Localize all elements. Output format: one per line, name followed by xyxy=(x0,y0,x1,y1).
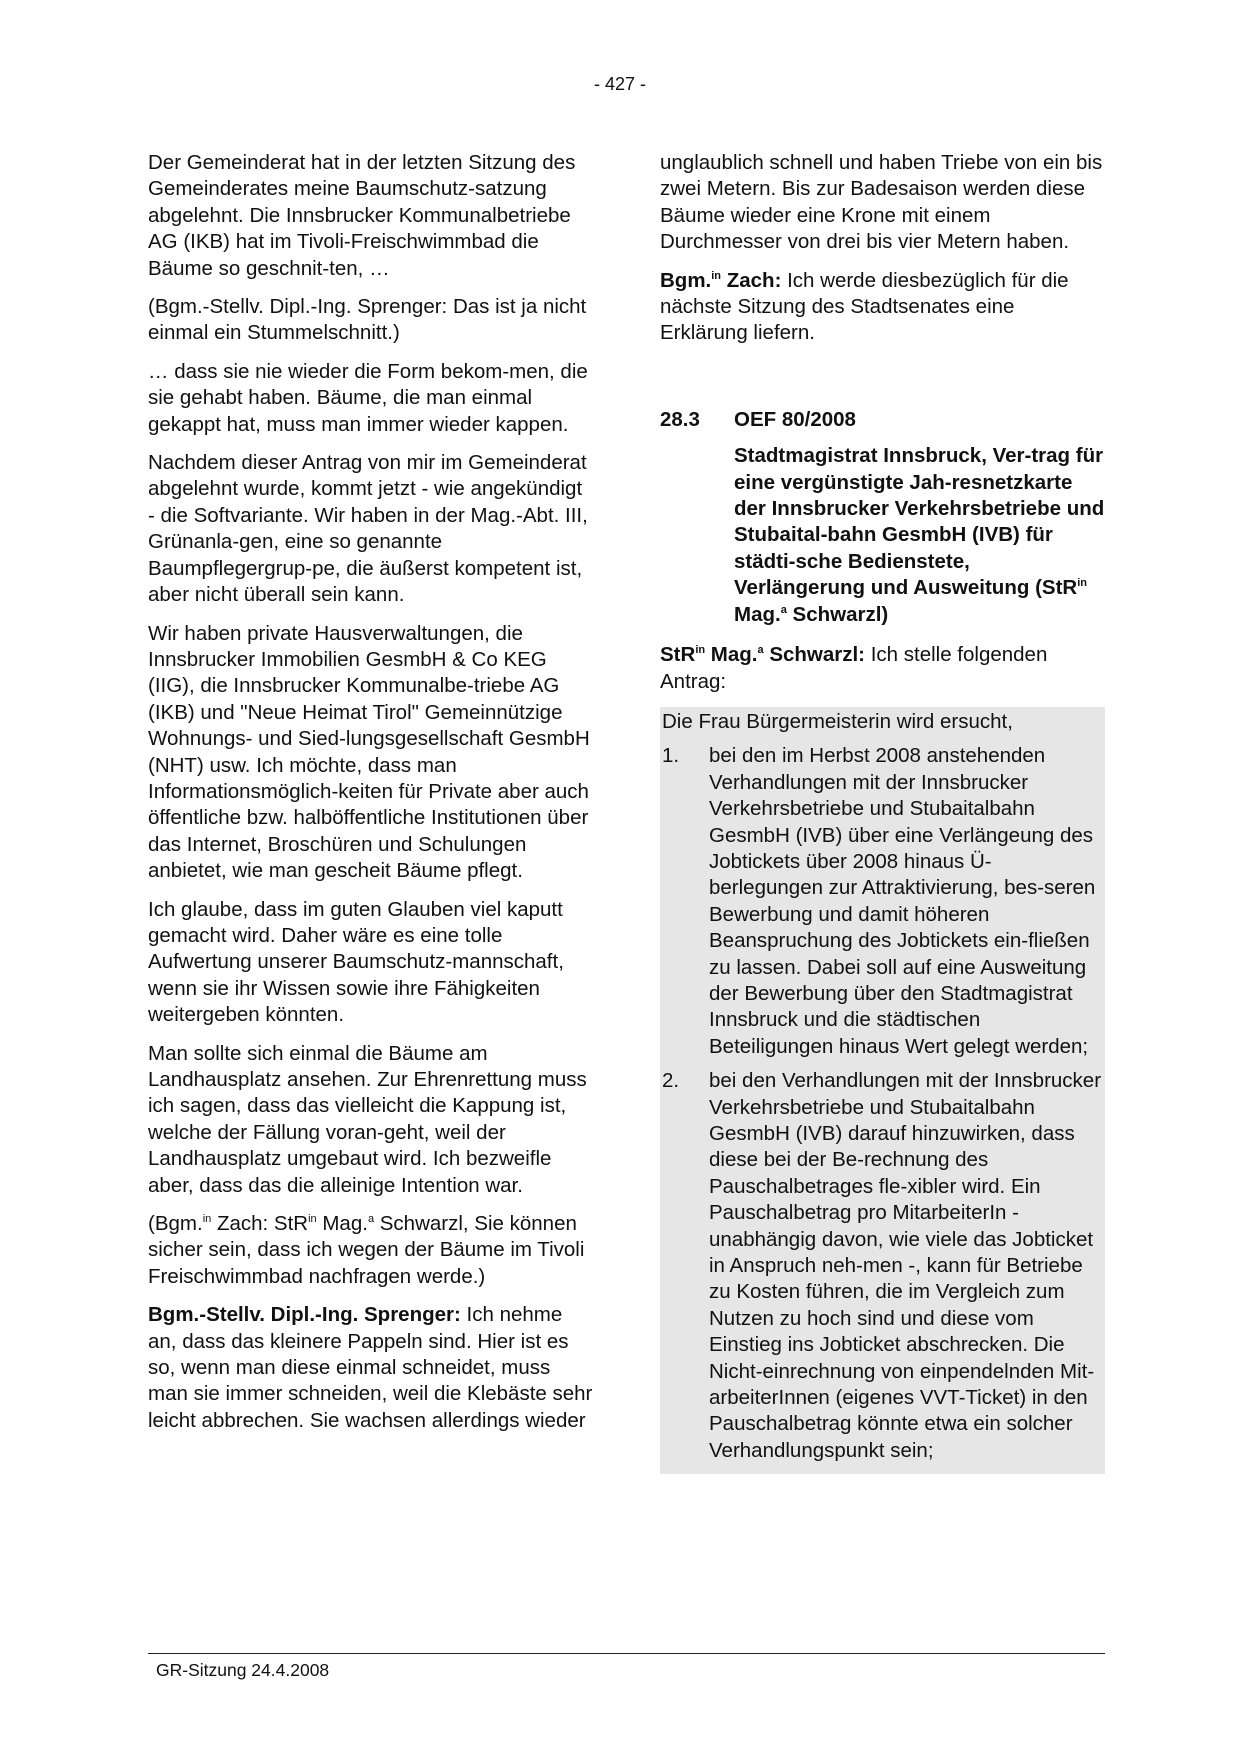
paragraph: Der Gemeinderat hat in der letzten Sitzung des Gemeinderates meine Baumschutz-satzung abgelehnt. Die Innsbrucker Kommunalbetriebe AG (IKB) hat im Tivoli-Freischwimmbad die Bäume so geschnit-ten, … xyxy=(148,151,576,280)
footer-session-label: GR-Sitzung 24.4.2008 xyxy=(156,1660,330,1680)
speaker-paragraph: Bgm.$^{in}$ Zach: Ich werde diesbezüglich für die nächste Sitzung des Stadtsenates eine Erklärung liefern. xyxy=(660,268,1069,345)
paragraph: Ich glaube, dass im guten Glauben viel kaputt gemacht wird. Daher wäre es eine tolle Aufwertung unserer Baumschutz-mannschaft, wenn sie ihr Wissen sowie ihre Fähigkeiten weitergeben könnten. xyxy=(148,897,564,1027)
agenda-item-heading xyxy=(660,407,1105,433)
paragraph: Wir haben private Hausverwaltungen, die Innsbrucker Immobilien GesmbH & Co KEG (IIG), die Innsbrucker Kommunalbe-triebe AG (IKB) und "Neue Heimat Tirol" Gemeinnützige Wohnungs- und Sied-lungsgesellschaft GesmbH (NHT) usw. Ich möchte, dass man Informationsmöglich-keiten für Private aber auch öffentliche bzw. halböffentliche Institutionen über das Internet, Broschüren und Schulungen anbietet, wie man gescheit Bäume pflegt. xyxy=(148,621,590,883)
page-number: - 427 - xyxy=(593,74,647,94)
paragraph: Man sollte sich einmal die Bäume am Landhausplatz ansehen. Zur Ehrenrettung muss ich sagen, dass das vielleicht die Kappung ist, welche der Fällung voran-geht, weil der Landhausplatz umgebaut wird. Ich bezweifle aber, dass das die alleinige Intention war. xyxy=(148,1041,587,1197)
paragraph: Nachdem dieser Antrag von mir im Gemeinderat abgelehnt wurde, kommt jetzt - wie angekündigt - die Softvariante. Wir haben in der Mag.-Abt. III, Grünanla-gen, eine so genannte Baumpflegergrup-pe, die äußerst kompetent ist, aber nicht überall sein kann. xyxy=(148,451,588,607)
motion-item-number: 2. xyxy=(662,1069,680,1093)
interjection: (Bgm.-Stellv. Dipl.-Ing. Sprenger: Das ist ja nicht einmal ein Stummelschnitt.) xyxy=(148,295,587,345)
paragraph: unglaublich schnell und haben Triebe von ein bis zwei Metern. Bis zur Badesaison werden diese Bäume wieder eine Krone mit einem Durchmesser von drei bis vier Metern haben. xyxy=(660,151,1103,254)
motion-item xyxy=(660,743,1105,1060)
motion-intro: Die Frau Bürgermeisterin wird ersucht, xyxy=(662,709,1013,733)
speaker-name: Bgm.-Stellv. Dipl.-Ing. Sprenger: xyxy=(148,1303,461,1327)
footer-divider xyxy=(148,1653,1105,1654)
speaker-name: StR$^{in}$ Mag.$^a$ Schwarzl: xyxy=(660,643,866,667)
motion-item-text: bei den im Herbst 2008 anstehenden Verhandlungen mit der Innsbrucker Verkehrsbetriebe und Stubaitalbahn GesmbH (IVB) über eine Verlängeung des Jobtickets über 2008 hinaus Ü-berlegungen zur Attraktivierung, bes-seren Bewerbung und damit höheren Beanspruchung des Jobtickets ein-fließen zu lassen. Dabei soll auf eine Ausweitung der Bewerbung über den Stadtmagistrat Innsbruck und die städtischen Beteiligungen hinaus Wert gelegt werden; xyxy=(709,744,1096,1058)
motion-box xyxy=(660,707,1105,1474)
speaker-name: Bgm.$^{in}$ Zach: xyxy=(660,268,782,292)
left-column xyxy=(148,150,593,1446)
agenda-item-number: 28.3 xyxy=(660,407,700,431)
motion-item-text: bei den Verhandlungen mit der Innsbrucker Verkehrsbetriebe und Stubaitalbahn GesmbH (IVB) darauf hinzuwirken, dass diese bei der Be-rechnung des Pauschalbetrages fle-xibler wird. Ein Pauschalbetrag pro MitarbeiterIn - unabhängig davon, wie viele das Jobticket in Anspruch neh-men -, kann für Betriebe zu Kosten führen, die im Vergleich zum Nutzen zu hoch sind und diese vom Einstieg ins Jobticket abschrecken. Die Nicht-einrechnung von einpendelnden Mit-arbeiterInnen (eigenes VVT-Ticket) in den Pauschalbetrag könnte etwa ein solcher Verhandlungspunkt sein; xyxy=(709,1069,1102,1462)
speaker-paragraph: Bgm.-Stellv. Dipl.-Ing. Sprenger: Ich nehme an, dass das kleinere Pappeln sind. Hier ist es so, wenn man diese einmal schneidet, muss man sie immer schneiden, weil die Klebäste sehr leicht abbrechen. Sie wachsen allerdings wieder xyxy=(148,1303,593,1432)
agenda-item-title: Stadtmagistrat Innsbruck, Ver-trag für eine vergünstigte Jah-resnetzkarte der Innsbrucker Verkehrsbetriebe und Stubaital-bahn GesmbH (IVB) für städti-sche Bedienstete, Verlängerung und Ausweitung (StR$^{in}$ Mag.$^a$ Schwarzl) xyxy=(734,444,1105,626)
interjection: (Bgm.$^{in}$ Zach: StR$^{in}$ Mag.$^a$ Schwarzl, Sie können sicher sein, dass ich wegen der Bäume im Tivoli Freischwimmbad nachfragen werde.) xyxy=(148,1212,585,1288)
paragraph: … dass sie nie wieder die Form bekom-men, die sie gehabt haben. Bäume, die man einmal gekappt hat, muss man immer wieder kappen. xyxy=(148,359,588,436)
motion-item xyxy=(660,1068,1105,1464)
right-column xyxy=(660,150,1105,1474)
speaker-paragraph: StR$^{in}$ Mag.$^a$ Schwarzl: Ich stelle folgenden Antrag: xyxy=(660,643,1048,693)
agenda-item-code: OEF 80/2008 xyxy=(734,407,856,431)
motion-item-number: 1. xyxy=(662,744,680,768)
